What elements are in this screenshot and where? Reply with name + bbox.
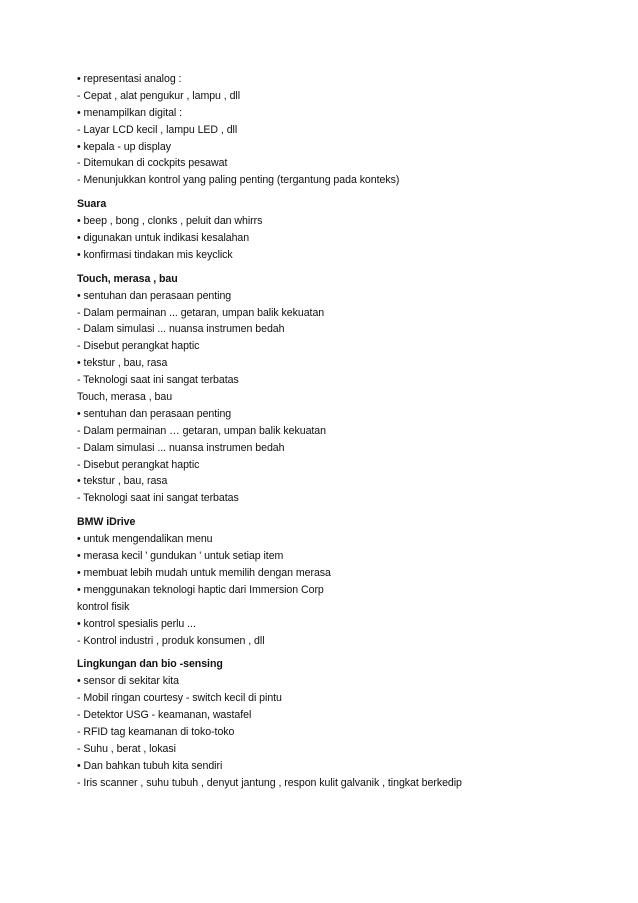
- text-line: • sentuhan dan perasaan penting: [77, 289, 232, 302]
- text-line: - Mobil ringan courtesy - switch kecil di pintu: [77, 692, 282, 705]
- section-display: [77, 71, 597, 189]
- section-heading: BMW iDrive: [77, 516, 136, 529]
- text-line: - Layar LCD kecil , lampu LED , dll: [77, 123, 238, 136]
- text-line: • sentuhan dan perasaan penting: [77, 407, 232, 420]
- text-line: • kontrol spesialis perlu ...: [77, 617, 196, 630]
- text-line: - Dalam simulasi ... nuansa instrumen bedah: [77, 323, 285, 336]
- text-line: - Suhu , berat , lokasi: [77, 742, 176, 755]
- section-touch: [77, 271, 597, 507]
- text-line: • menggunakan teknologi haptic dari Immersion Corp: [77, 583, 324, 596]
- text-line: - Dalam simulasi ... nuansa instrumen bedah: [77, 441, 285, 454]
- text-line: kontrol fisik: [77, 600, 130, 613]
- text-line: • konfirmasi tindakan mis keyclick: [77, 248, 233, 261]
- section-heading: Lingkungan dan bio -sensing: [77, 658, 223, 671]
- section-bmw-idrive: [77, 514, 597, 649]
- text-line: • membuat lebih mudah untuk memilih dengan merasa: [77, 566, 331, 579]
- text-line: Touch, merasa , bau: [77, 391, 173, 404]
- text-line: • beep , bong , clonks , peluit dan whirrs: [77, 215, 263, 228]
- text-line: • tekstur , bau, rasa: [77, 357, 168, 370]
- text-line: - Dalam permainan … getaran, umpan balik kekuatan: [77, 424, 326, 437]
- text-line: - Teknologi saat ini sangat terbatas: [77, 374, 239, 387]
- text-line: - Ditemukan di cockpits pesawat: [77, 157, 228, 170]
- text-line: - RFID tag keamanan di toko-toko: [77, 725, 235, 738]
- text-line: • digunakan untuk indikasi kesalahan: [77, 232, 250, 245]
- text-line: - Cepat , alat pengukur , lampu , dll: [77, 89, 241, 102]
- text-line: • representasi analog :: [77, 73, 182, 85]
- text-line: - Dalam permainan ... getaran, umpan balik kekuatan: [77, 306, 325, 319]
- text-line: - Detektor USG - keamanan, wastafel: [77, 709, 252, 722]
- text-line: • kepala - up display: [77, 140, 171, 153]
- section-heading: Suara: [77, 198, 107, 211]
- text-line: • untuk mengendalikan menu: [77, 533, 213, 546]
- text-line: - Kontrol industri , produk konsumen , dll: [77, 634, 265, 647]
- text-line: - Disebut perangkat haptic: [77, 458, 200, 471]
- section-heading: Touch, merasa , bau: [77, 272, 178, 285]
- section-lingkungan: [77, 656, 597, 791]
- text-line: - Disebut perangkat haptic: [77, 340, 200, 353]
- text-line: - Teknologi saat ini sangat terbatas: [77, 492, 239, 505]
- document-page: [77, 71, 597, 799]
- text-line: • sensor di sekitar kita: [77, 675, 180, 688]
- text-line: • Dan bahkan tubuh kita sendiri: [77, 759, 223, 772]
- text-line: • menampilkan digital :: [77, 106, 183, 119]
- text-line: - Menunjukkan kontrol yang paling penting (tergantung pada konteks): [77, 174, 400, 187]
- text-line: • tekstur , bau, rasa: [77, 475, 168, 488]
- text-line: • merasa kecil ' gundukan ' untuk setiap item: [77, 550, 284, 563]
- section-suara: [77, 196, 597, 264]
- text-line: - Iris scanner , suhu tubuh , denyut jantung , respon kulit galvanik , tingkat berkedip: [77, 776, 462, 789]
